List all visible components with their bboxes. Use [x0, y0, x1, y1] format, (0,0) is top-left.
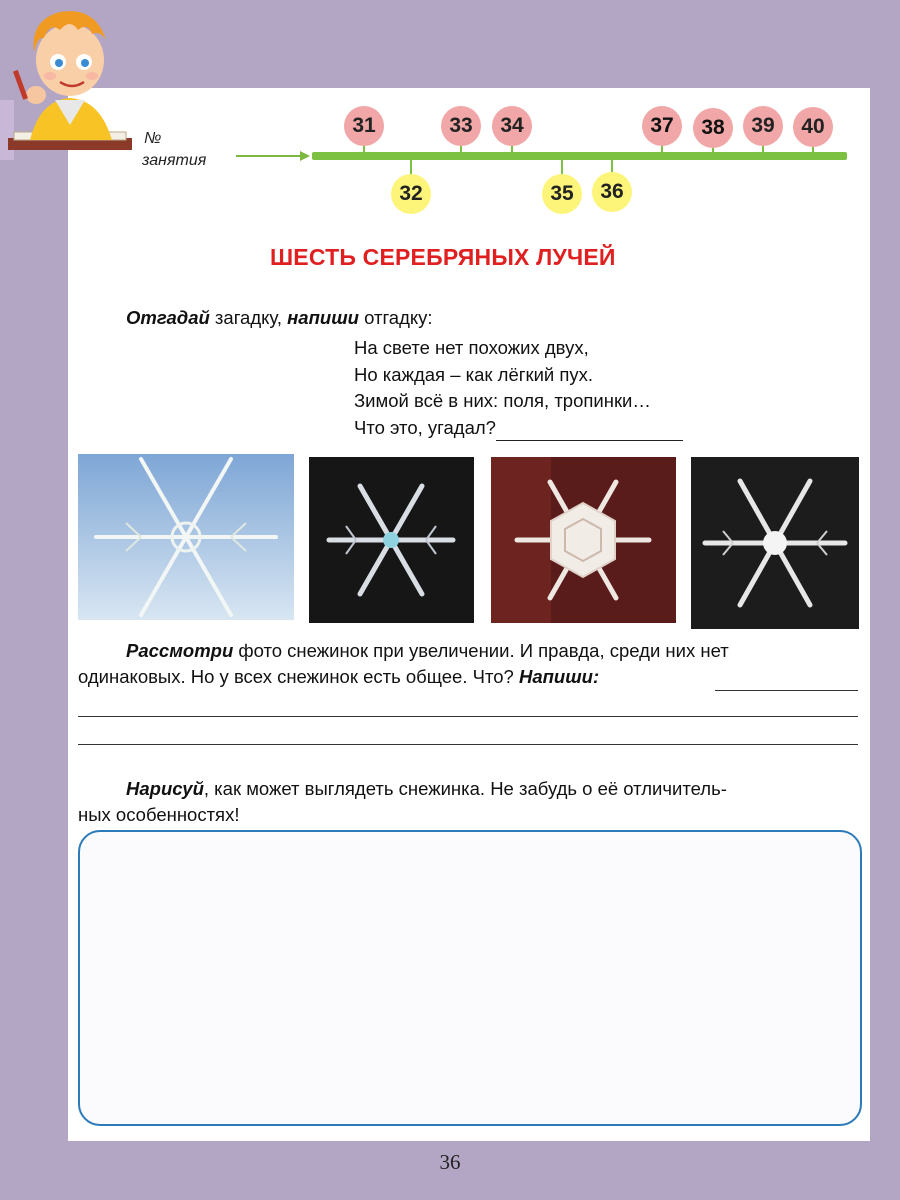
riddle-answer-line[interactable] [496, 422, 683, 441]
task-guess-riddle: Отгадай загадку, напиши отгадку: [126, 307, 433, 328]
snowflake-icon [491, 457, 676, 623]
drawing-area[interactable] [78, 830, 862, 1126]
snowflake-photo-1 [78, 454, 294, 620]
boy-mascot-illustration [0, 0, 140, 160]
task-draw-line2: ных особенностях! [78, 804, 240, 825]
answer-line[interactable] [78, 716, 858, 717]
riddle-line: Но каждая – как лёгкий пух. [354, 363, 594, 385]
snowflake-photo-4 [691, 457, 859, 629]
task-verb-guess: Отгадай [126, 307, 210, 328]
lesson-marker-37: 37 [642, 106, 682, 146]
answer-line[interactable] [78, 744, 858, 745]
lesson-number-label [142, 128, 232, 172]
timeline-arrow-icon [300, 151, 310, 161]
lesson-marker-35: 35 [542, 174, 582, 214]
lesson-marker-34: 34 [492, 106, 532, 146]
timeline-arrow-shaft [236, 155, 308, 157]
lesson-marker-40: 40 [793, 107, 833, 147]
riddle-line: Что это, угадал? [354, 416, 496, 438]
answer-line[interactable] [715, 690, 858, 691]
number-sign: № [144, 130, 162, 147]
snowflake-photo-3 [491, 457, 676, 623]
riddle-line: На свете нет похожих двух, [354, 337, 589, 358]
snowflake-icon [691, 457, 859, 629]
task-examine-photos-line1: Рассмотри фото снежинок при увеличении. И правда, среди них нет [126, 640, 729, 661]
snowflake-icon [309, 457, 474, 623]
page-number: 36 [439, 1150, 461, 1174]
lesson-label-text: занятия [142, 152, 207, 169]
task-verb-write: напиши [287, 307, 359, 328]
riddle-line: Зимой всё в них: поля, тропинки… [354, 390, 651, 411]
lesson-marker-38: 38 [693, 108, 733, 148]
lesson-marker-33: 33 [441, 106, 481, 146]
lesson-timeline [312, 152, 847, 160]
snowflake-photo-2 [309, 457, 474, 623]
snowflake-icon [78, 454, 294, 620]
task-verb-examine: Рассмотри [126, 640, 234, 661]
lesson-marker-36-current: 36 [592, 172, 632, 212]
task-draw-line1: Нарисуй, как может выглядеть снежинка. Не забудь о её отличитель- [126, 778, 727, 799]
lesson-marker-39: 39 [743, 106, 783, 146]
task-examine-photos-line2: одинаковых. Но у всех снежинок есть общее. Что? Напиши: [78, 666, 600, 687]
page-title: ШЕСТЬ СЕРЕБРЯНЫХ ЛУЧЕЙ [270, 244, 616, 270]
task-verb-draw: Нарисуй [126, 778, 204, 799]
riddle-poem [354, 335, 683, 441]
lesson-marker-31: 31 [344, 106, 384, 146]
task-verb-write: Напиши: [518, 666, 600, 687]
lesson-marker-32: 32 [391, 174, 431, 214]
